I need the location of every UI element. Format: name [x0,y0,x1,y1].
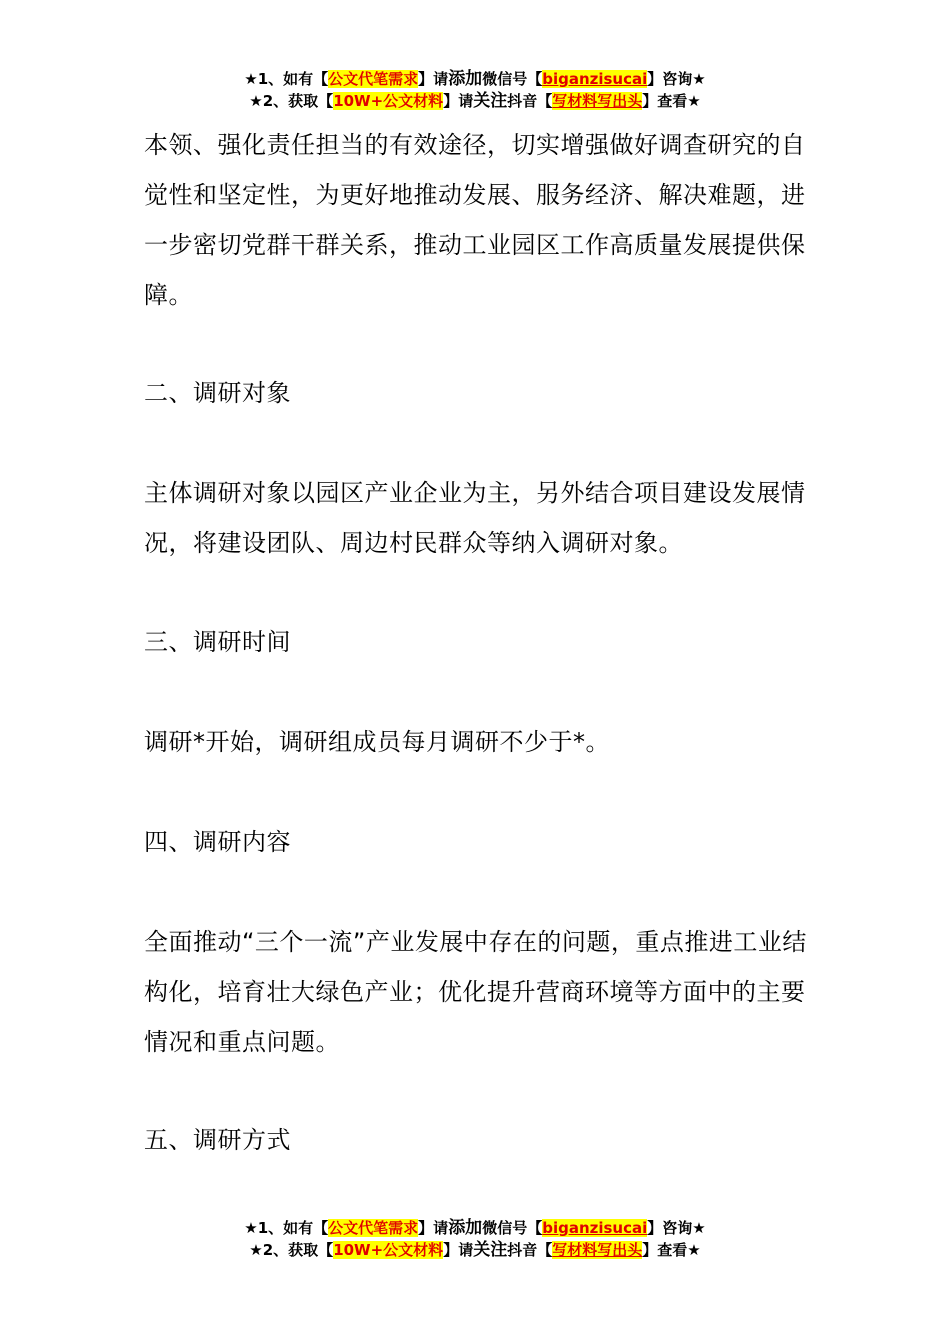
promo-text: 】咨询★ [647,70,706,88]
promo-text: 】咨询★ [647,1219,706,1237]
promo-text: ★2、获取【 [249,92,334,110]
promo-line-2 [0,1239,950,1261]
douyin-account-link[interactable]: 写材料写出头 [552,1241,643,1259]
promo-text: 微信号【 [482,1219,543,1237]
promo-text: 】查看★ [642,92,701,110]
promo-highlight: 10W+公文材料 [333,1241,444,1259]
promo-emphasis: 关注 [473,91,508,111]
promo-highlight: 10W+公文材料 [333,92,444,110]
promo-emphasis: 添加 [448,69,483,89]
promo-emphasis: 关注 [473,1240,508,1260]
promo-text: ★1、如有【 [244,1219,329,1237]
heading-research-method: 五、调研方式 [144,1126,291,1154]
promo-highlight: 公文代笔需求 [328,70,419,88]
heading-research-content: 四、调研内容 [144,828,291,856]
heading-research-target: 二、调研对象 [144,379,291,407]
promo-text: ★2、获取【 [249,1241,334,1259]
promo-text: 抖音【 [507,1241,553,1259]
promo-text: 】查看★ [642,1241,701,1259]
paragraph-purpose: 本领、强化责任担当的有效途径，切实增强做好调查研究的自觉性和坚定性，为更好地推动发展、服务经济、解决难题，进一步密切党群干群关系，推动工业园区工作高质量发展提供保障。 [144,131,806,309]
promo-highlight: 公文代笔需求 [328,1219,419,1237]
heading-research-time: 三、调研时间 [144,628,291,656]
promo-banner-top [0,68,950,112]
wechat-id-link[interactable]: biganzisucai [542,70,648,88]
paragraph-research-content: 全面推动“三个一流”产业发展中存在的问题，重点推进工业结构化，培育壮大绿色产业；优化提升营商环境等方面中的主要情况和重点问题。 [144,928,807,1056]
promo-text: 抖音【 [507,92,553,110]
promo-emphasis: 添加 [448,1218,483,1238]
paragraph-research-time: 调研*开始，调研组成员每月调研不少于*。 [144,728,610,756]
douyin-account-link[interactable]: 写材料写出头 [552,92,643,110]
promo-line-1 [0,68,950,90]
wechat-id-link[interactable]: biganzisucai [542,1219,648,1237]
promo-text: ★1、如有【 [244,70,329,88]
promo-text: 】请 [418,1219,449,1237]
promo-text: 】请 [418,70,449,88]
promo-line-2 [0,90,950,112]
promo-line-1 [0,1217,950,1239]
promo-text: 】请 [443,1241,474,1259]
paragraph-research-target: 主体调研对象以园区产业企业为主，另外结合项目建设发展情况，将建设团队、周边村民群众等纳入调研对象。 [144,479,806,557]
promo-text: 】请 [443,92,474,110]
promo-text: 微信号【 [482,70,543,88]
promo-banner-bottom [0,1217,950,1261]
